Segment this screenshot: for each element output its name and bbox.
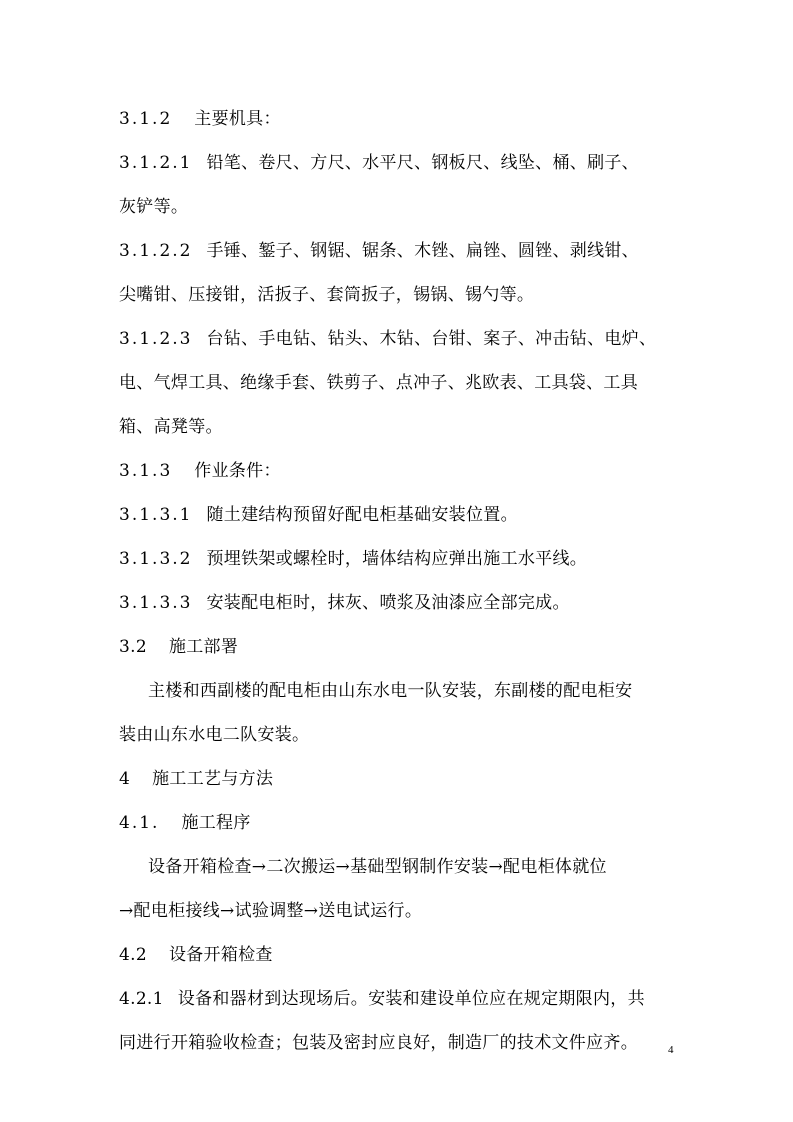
section-title: 施工工艺与方法 xyxy=(152,769,274,789)
item-3-1-3-1 xyxy=(119,504,518,526)
section-title: 主要机具： xyxy=(194,109,281,129)
continuation-line xyxy=(119,196,188,218)
section-title: 施工程序 xyxy=(181,813,251,833)
paragraph-line xyxy=(148,680,632,702)
section-number: 3.1.3 xyxy=(119,461,173,481)
section-number: 3.2 xyxy=(119,637,147,657)
item-3-1-3-3 xyxy=(119,592,570,614)
item-3-1-2-2 xyxy=(119,240,639,262)
section-title: 施工部署 xyxy=(168,637,239,657)
continuation-line xyxy=(119,372,638,394)
process-flow-text: →配电柜接线→试验调整→送电试运行。 xyxy=(119,901,423,921)
section-number: 4 xyxy=(119,769,131,789)
heading-3-1-2 xyxy=(119,108,281,130)
heading-4 xyxy=(119,768,273,790)
section-number: 3.1.2.1 xyxy=(119,153,193,173)
section-number: 4.1. xyxy=(119,813,160,833)
item-text: 灰铲等。 xyxy=(119,197,189,217)
item-text: 台钻、手电钻、钻头、木钻、台钳、案子、冲击钻、电炉、 xyxy=(206,329,657,349)
section-number: 4.2 xyxy=(119,945,147,965)
item-text: 安装配电柜时，抹灰、喷浆及油漆应全部完成。 xyxy=(206,593,570,613)
heading-3-1-3 xyxy=(119,460,281,482)
item-text: 电、气焊工具、绝缘手套、铁剪子、点冲子、兆欧表、工具袋、工具 xyxy=(119,373,638,393)
section-number: 4.2.1 xyxy=(119,989,164,1009)
process-flow-text: 设备开箱检查→二次搬运→基础型钢制作安装→配电柜体就位 xyxy=(148,857,607,877)
item-text: 铅笔、卷尺、方尺、水平尺、钢板尺、线坠、桶、刷子、 xyxy=(206,153,639,173)
section-title: 作业条件： xyxy=(194,461,281,481)
continuation-line xyxy=(119,1032,638,1054)
section-number: 3.1.3.3 xyxy=(119,593,193,613)
heading-3-2 xyxy=(119,636,238,658)
page-number: 4 xyxy=(668,1044,674,1056)
item-3-1-2-3 xyxy=(119,328,656,350)
item-text: 尖嘴钳、压接钳，活扳子、套筒扳子，锡锅、锡勺等。 xyxy=(119,285,535,305)
paragraph-text: 主楼和西副楼的配电柜由山东水电一队安装，东副楼的配电柜安 xyxy=(148,681,633,701)
item-text: 手锤、錾子、钢锯、锯条、木锉、扁锉、圆锉、剥线钳、 xyxy=(206,241,639,261)
item-text: 同进行开箱验收检查；包装及密封应良好，制造厂的技术文件应齐。 xyxy=(119,1033,638,1053)
heading-4-2 xyxy=(119,944,273,966)
item-text: 预埋铁架或螺栓时，墙体结构应弹出施工水平线。 xyxy=(206,549,588,569)
heading-4-1 xyxy=(119,812,251,834)
paragraph-line xyxy=(148,856,607,878)
section-title: 设备开箱检查 xyxy=(168,945,273,965)
item-3-1-3-2 xyxy=(119,548,587,570)
section-number: 3.1.2 xyxy=(119,109,173,129)
continuation-line xyxy=(119,284,534,306)
item-3-1-2-1 xyxy=(119,152,639,174)
section-number: 3.1.2.3 xyxy=(119,329,193,349)
section-number: 3.1.3.1 xyxy=(119,505,193,525)
section-number: 3.1.2.2 xyxy=(119,241,193,261)
item-text: 随土建结构预留好配电柜基础安装位置。 xyxy=(206,505,518,525)
continuation-line xyxy=(119,416,223,438)
paragraph-text: 装由山东水电二队安装。 xyxy=(119,725,310,745)
paragraph-line xyxy=(119,900,422,922)
section-number: 3.1.3.2 xyxy=(119,549,193,569)
paragraph-line xyxy=(119,724,309,746)
item-4-2-1 xyxy=(119,988,645,1010)
item-text: 箱、高凳等。 xyxy=(119,417,223,437)
item-text: 设备和器材到达现场后。安装和建设单位应在规定期限内，共 xyxy=(177,989,645,1009)
